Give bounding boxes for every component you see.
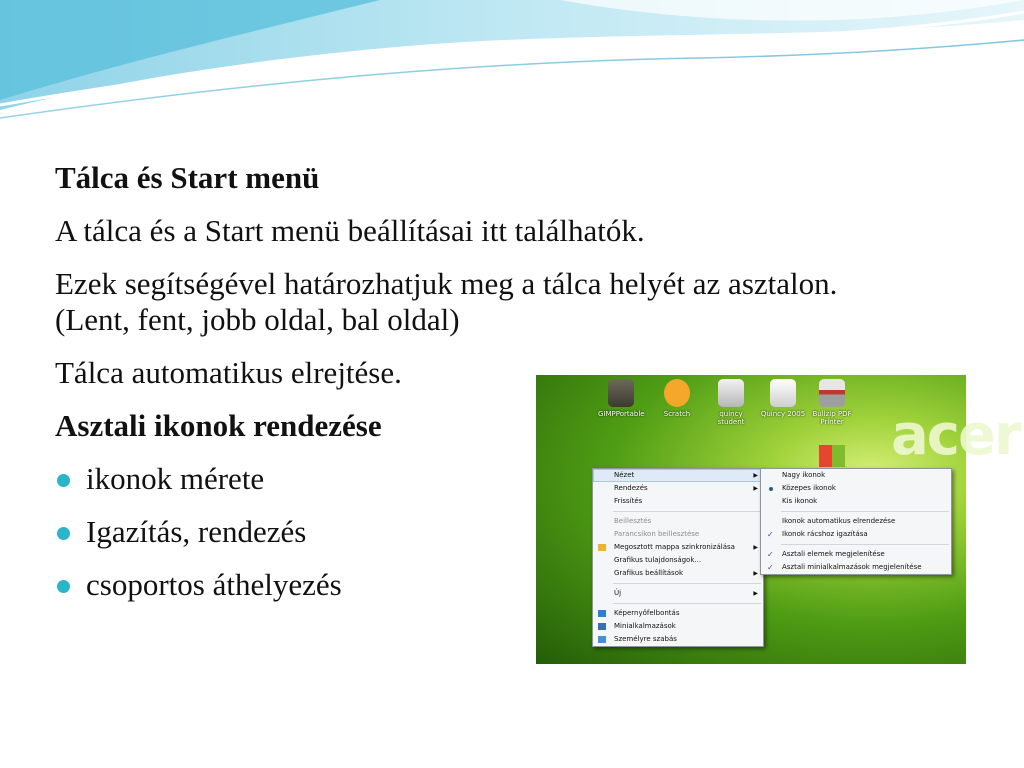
desktop-icon-label: Quincy 2005 [760, 410, 806, 418]
checkmark-icon: ✓ [767, 550, 774, 559]
menu-item-graphics-options[interactable]: Grafikus beállítások ▶ [593, 567, 763, 580]
menu-item-new[interactable]: Új ▶ [593, 587, 763, 600]
sync-icon [598, 544, 606, 551]
submenu-item-small-icons[interactable]: Kis ikonok [782, 497, 818, 505]
menu-item-sort[interactable]: Rendezés ▶ [593, 482, 763, 495]
menu-separator [781, 511, 949, 512]
pdf-printer-icon [819, 379, 845, 407]
paragraph-taskbar-position: Ezek segítségével határozhatjuk meg a tálca helyét az asztalon. (Lent, fent, jobb oldal, bal oldal) [55, 266, 838, 337]
menu-item-view[interactable]: Nézet ▶ [593, 469, 763, 482]
desktop-icon-label: GIMPPortable [598, 410, 645, 418]
menu-item-paste: Beillesztés [614, 517, 652, 525]
paragraph-settings-location: A tálca és a Start menü beállításai itt találhatók. [55, 213, 645, 248]
slide-heading: Tálca és Start menü [55, 160, 320, 195]
gimp-icon [608, 379, 634, 407]
submenu-arrow-icon: ▶ [753, 544, 758, 551]
submenu-arrow-icon: ▶ [753, 570, 758, 577]
menu-item-gadgets[interactable]: Minialkalmazások [593, 620, 763, 633]
checkmark-icon: ✓ [767, 563, 774, 572]
view-submenu [760, 468, 952, 575]
radio-selected-icon [769, 487, 773, 491]
bullet-group-move: csoportos áthelyezés [55, 567, 955, 603]
submenu-arrow-icon: ▶ [753, 485, 758, 492]
acer-logo: acer [891, 403, 1020, 468]
menu-separator [613, 511, 761, 512]
subheading-desktop-icons: Asztali ikonok rendezése [55, 408, 382, 443]
menu-item-refresh[interactable]: Frissítés [614, 497, 643, 505]
scratch-cat-icon [664, 379, 690, 407]
submenu-item-show-desktop-icons[interactable]: ✓ Asztali elemek megjelenítése [767, 550, 885, 559]
display-icon [598, 610, 606, 617]
submenu-arrow-icon: ▶ [753, 472, 758, 479]
menu-separator [613, 603, 761, 604]
gadgets-icon [598, 623, 606, 630]
windows-flag-icon [819, 445, 845, 467]
desktop-icon-label: quincy student [717, 410, 745, 426]
menu-item-sync-shared-folder[interactable]: Megosztott mappa szinkronizálása ▶ [593, 541, 763, 554]
desktop-icon-quincy-2005[interactable] [760, 379, 806, 418]
quincy-cat-icon [770, 379, 796, 407]
menu-item-screen-resolution[interactable]: Képernyőfelbontás [593, 607, 763, 620]
desktop-icon-label: Bullzip PDF Printer [812, 410, 852, 426]
menu-separator [613, 583, 761, 584]
paragraph-autohide: Tálca automatikus elrejtése. [55, 355, 402, 390]
header-wave-decoration [0, 0, 1024, 125]
menu-item-graphics-properties[interactable]: Grafikus tulajdonságok... [614, 556, 702, 564]
submenu-item-auto-arrange[interactable]: Ikonok automatikus elrendezése [782, 517, 896, 525]
menu-item-personalize[interactable]: Személyre szabás [593, 633, 763, 646]
menu-separator [781, 544, 949, 545]
desktop-context-menu [592, 468, 764, 647]
submenu-item-align-to-grid[interactable]: ✓ Ikonok rácshoz igazítása [767, 530, 868, 539]
quincy-icon [718, 379, 744, 407]
desktop-icon-gimp[interactable] [598, 379, 644, 418]
submenu-arrow-icon: ▶ [753, 590, 758, 597]
desktop-icon-quincy-student[interactable] [708, 379, 754, 426]
desktop-icon-bullzip[interactable] [809, 379, 855, 426]
desktop-icon-label: Scratch [663, 410, 691, 418]
bullet-align-arrange: Igazítás, rendezés [55, 514, 955, 550]
desktop-screenshot [536, 375, 1020, 664]
submenu-item-medium-icons[interactable]: Közepes ikonok [761, 482, 951, 495]
checkmark-icon: ✓ [767, 530, 774, 539]
menu-item-paste-shortcut: Parancsikon beillesztése [614, 530, 700, 538]
bullet-icon-size: ikonok mérete [55, 461, 955, 497]
submenu-item-large-icons[interactable]: Nagy ikonok [782, 471, 826, 479]
desktop-icon-scratch[interactable] [654, 379, 700, 418]
submenu-item-show-gadgets[interactable]: ✓ Asztali minialkalmazások megjelenítése [767, 563, 922, 572]
personalize-icon [598, 636, 606, 643]
